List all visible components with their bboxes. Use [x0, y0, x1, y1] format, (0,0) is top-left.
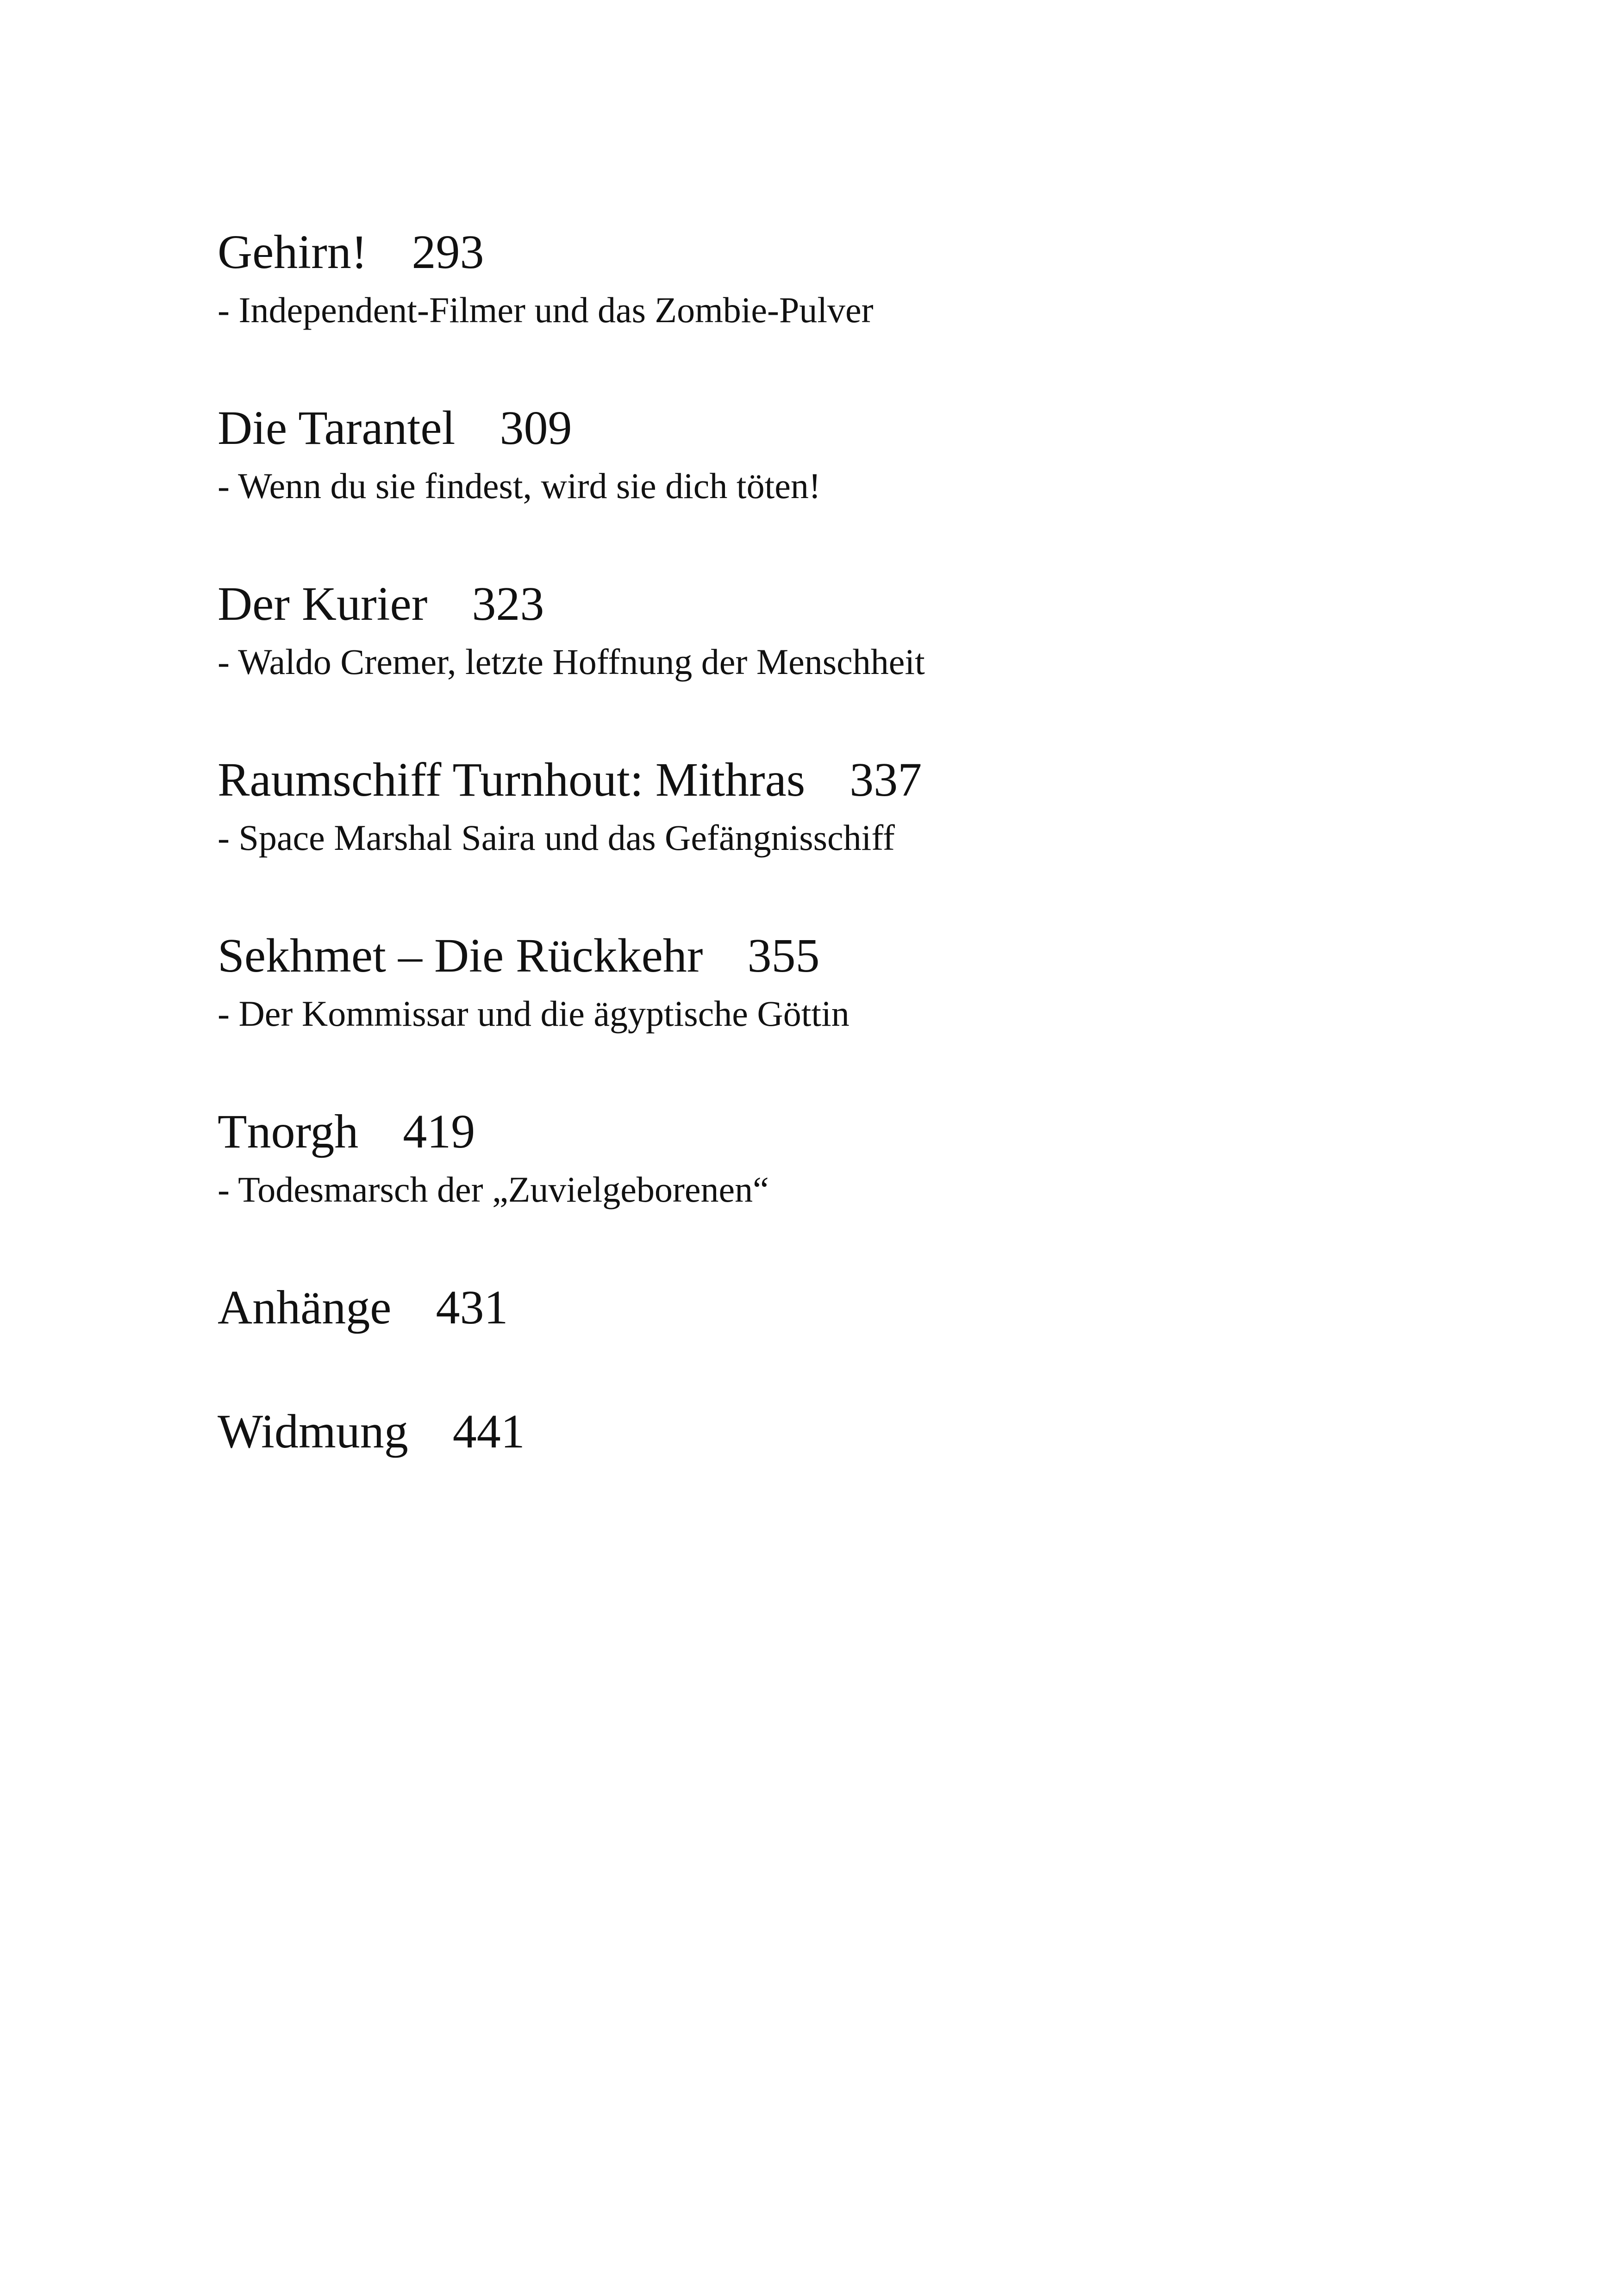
toc-entry-raumschiff-turnhout: [218, 745, 1514, 861]
toc-entry-page-number: 337: [849, 753, 922, 806]
toc-entry-die-tarantel: [218, 393, 1514, 509]
toc-entry-subtitle: - Der Kommissar und die ägyptische Göttin: [218, 993, 849, 1034]
toc-entry-tnorgh: [218, 1097, 1514, 1213]
toc-entry-heading: [218, 393, 1514, 463]
toc-entry-title: Anhänge: [218, 1281, 392, 1334]
toc-entry-title: Tnorgh: [218, 1105, 359, 1158]
toc-entry-heading: [218, 218, 1514, 287]
toc-entry-title: Raumschiff Turnhout: Mithras: [218, 753, 806, 806]
toc-entry-heading: [218, 569, 1514, 639]
toc-entry-page-number: 441: [452, 1405, 525, 1458]
toc-entry-subtitle: - Independent-Filmer und das Zombie-Pulver: [218, 290, 874, 330]
toc-entry-der-kurier: [218, 569, 1514, 685]
toc-entry-heading: [218, 745, 1514, 815]
toc-entry-subtitle: - Space Marshal Saira und das Gefängnisschiff: [218, 817, 895, 858]
toc-entry-title: Sekhmet – Die Rückkehr: [218, 929, 703, 982]
toc-entry-title: Die Tarantel: [218, 401, 456, 455]
toc-entry-subtitle: - Todesmarsch der „Zuvielgeborenen“: [218, 1169, 769, 1210]
toc-entry-title: Der Kurier: [218, 577, 428, 630]
toc-entry-title: Widmung: [218, 1405, 408, 1458]
toc-entry-page-number: 419: [403, 1105, 475, 1158]
table-of-contents: [218, 218, 1514, 1466]
toc-entry-title: Gehirn!: [218, 225, 368, 279]
toc-entry-page-number: 355: [747, 929, 820, 982]
toc-entry-page-number: 431: [436, 1281, 508, 1334]
toc-entry-heading: [218, 1397, 1514, 1466]
toc-entry-heading: [218, 1097, 1514, 1166]
toc-entry-heading: [218, 1273, 1514, 1342]
toc-entry-widmung: [218, 1397, 1514, 1466]
toc-entry-page-number: 293: [412, 225, 484, 279]
toc-entry-anhaenge: [218, 1273, 1514, 1342]
toc-entry-heading: [218, 921, 1514, 991]
toc-entry-subtitle: - Wenn du sie findest, wird sie dich töten!: [218, 466, 821, 506]
toc-entry-sekhmet: [218, 921, 1514, 1037]
toc-entry-page-number: 323: [472, 577, 544, 630]
toc-entry-gehirn: [218, 218, 1514, 333]
toc-entry-page-number: 309: [500, 401, 572, 455]
toc-entry-subtitle: - Waldo Cremer, letzte Hoffnung der Menschheit: [218, 642, 925, 682]
